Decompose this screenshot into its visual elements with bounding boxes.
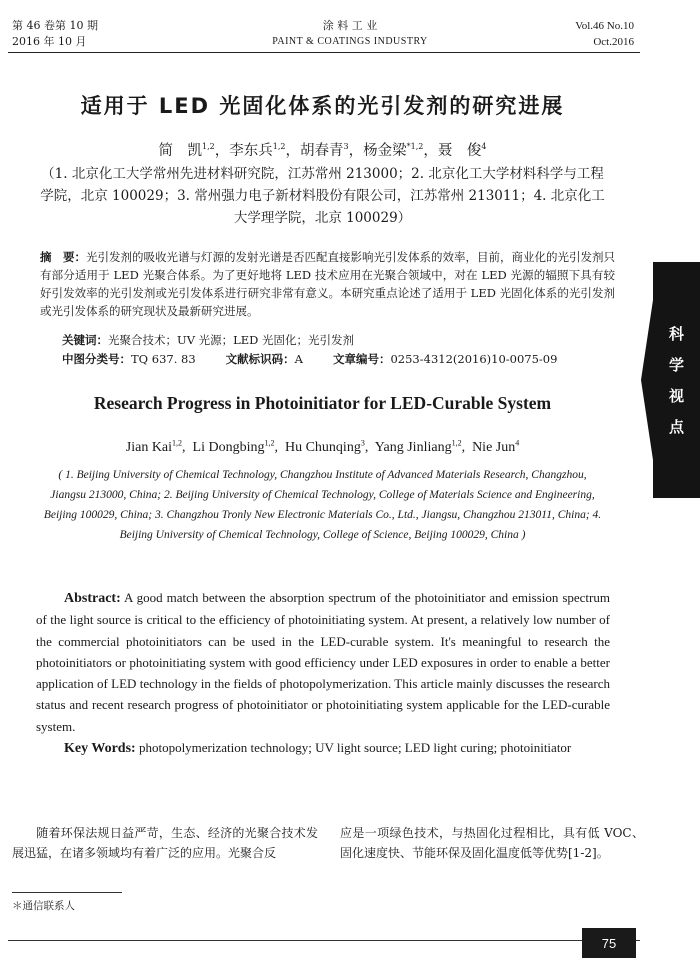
abstract-cn bbox=[40, 248, 615, 320]
authors-cn: 简 凯$^{1,2}$，李东兵$^{1,2}$，胡春青$^3$，杨金梁$^{*1,2}$，聂 俊$^4$ bbox=[158, 142, 487, 159]
body-column-right bbox=[340, 823, 644, 863]
keywords-en-text: photopolymerization technology; UV light source; LED light curing; photoinitiator bbox=[138, 740, 572, 756]
side-tab-notch bbox=[641, 300, 653, 460]
date-en: Oct.2016 bbox=[593, 36, 634, 48]
clc-label: 中图分类号： bbox=[62, 352, 131, 366]
page-number: 75 bbox=[582, 928, 636, 958]
affiliations-en bbox=[40, 465, 605, 545]
clc-value: TQ 637. 83 bbox=[131, 352, 196, 366]
keywords-cn-text: 光聚合技术；UV 光源；LED 光固化；光引发剂 bbox=[108, 333, 355, 347]
article-no-value: 0253-4312(2016)10-0075-09 bbox=[390, 352, 558, 366]
article-title-cn: 适用于 LED 光固化体系的光引发剂的研究进展 bbox=[80, 94, 565, 118]
body-right-text: 应是一项绿色技术，与热固化过程相比，具有低 VOC、固化速度快、节能环保及固化温度低等优势[1-2]。 bbox=[340, 826, 644, 860]
abstract-en bbox=[36, 587, 610, 759]
volume-issue-cn: 第 46 卷第 10 期 bbox=[12, 19, 98, 32]
header-divider bbox=[8, 52, 640, 53]
section-side-tab bbox=[653, 262, 700, 498]
journal-name-en: PAINT & COATINGS INDUSTRY bbox=[272, 36, 428, 47]
footnote-divider bbox=[12, 892, 122, 893]
doc-code-label: 文献标识码： bbox=[225, 352, 295, 366]
affiliations-cn: （1. 北京化工大学常州先进材料研究院，江苏常州 213000；2. 北京化工大学材料科学与工程学院，北京 100029；3. 常州强力电子新材料股份有限公司，江苏常州 213011；4. 北京化工大学理学院，北京 100029） bbox=[40, 166, 605, 226]
keywords-cn-label: 关键词： bbox=[62, 333, 108, 347]
abstract-en-text: A good match between the absorption spectrum of the photoinitiator and emission spectrum of the light source is critical to the efficiency of photoinitiating system. At present, a relatively low number of the commercial photoinitiators can be used in the LED-curable system. It's meaningful to research the photoinitiators or photoinitiating system with good efficiency under LED exposures in order to enable a better application of LED technology in the fields of photopolymerization. This article mainly discusses the research status and recent research progress of photoinitiator or photoinitiating system applicable for the LED-curable system. bbox=[36, 590, 610, 734]
abstract-cn-text: 光引发剂的吸收光谱与灯源的发射光谱是否匹配直接影响光引发体系的效率，目前，商业化的光引发剂只有部分适用于 LED 光聚合体系。为了更好地将 LED 技术应用在光聚合领域中，对在 LED 光源的辐照下具有较好引发效率的光引发剂或光引发体系进行研究非常有意义。本研究重点论述了适用于 LED 光固化体系的光引发剂或光引发体系的研究现状及最新研究进展。 bbox=[40, 250, 615, 318]
abstract-en-label: Abstract: bbox=[64, 591, 121, 606]
side-tab-char: 科 bbox=[668, 325, 684, 343]
article-no-label: 文章编号： bbox=[332, 352, 391, 366]
journal-name-cn: 涂 料 工 业 bbox=[322, 19, 378, 32]
journal-volume-en bbox=[575, 18, 634, 50]
body-column-left bbox=[12, 823, 318, 863]
body-left-text: 随着环保法规日益严苛，生态、经济的光聚合技术发展迅猛，在诸多领域均有着广泛的应用。光聚合反 bbox=[12, 826, 318, 860]
article-title-en: Research Progress in Photoinitiator for LED-Curable System bbox=[93, 393, 552, 413]
affiliations-en-text: ( 1. Beijing University of Chemical Technology, Changzhou Institute of Advanced Materials Research, Changzhou, Jiangsu 213000, China; 2. Beijing University of Chemical Technology, College of Materials Science and Engineering, Beijing 100029, China; 3. Changzhou Tronly New Electronic Materials Co., Ltd., Jiangsu, Changzhou 213011, China; 4. Beijing University of Chemical Technology, College of Science, Beijing 100029, China ) bbox=[43, 469, 602, 541]
corresponding-author-note: ＊通信联系人 bbox=[12, 900, 75, 912]
date-cn: 2016 年 10 月 bbox=[12, 35, 87, 48]
keywords-cn bbox=[62, 331, 354, 349]
volume-issue-en: Vol.46 No.10 bbox=[575, 20, 634, 32]
side-tab-char: 学 bbox=[668, 356, 684, 374]
keywords-en-label: Key Words: bbox=[64, 741, 136, 757]
side-tab-char: 点 bbox=[668, 418, 684, 436]
classification-line bbox=[62, 350, 557, 368]
authors-en: Jian Kai$^{1,2}$, Li Dongbing$^{1,2}$, Hu Chunqing$^3$, Yang Jinliang$^{1,2}$, Nie Jun$^4$ bbox=[125, 438, 520, 455]
abstract-cn-label: 摘 要： bbox=[40, 250, 86, 264]
side-tab-char: 视 bbox=[668, 387, 684, 405]
footer-divider bbox=[8, 940, 640, 941]
doc-code-value: A bbox=[294, 352, 303, 366]
